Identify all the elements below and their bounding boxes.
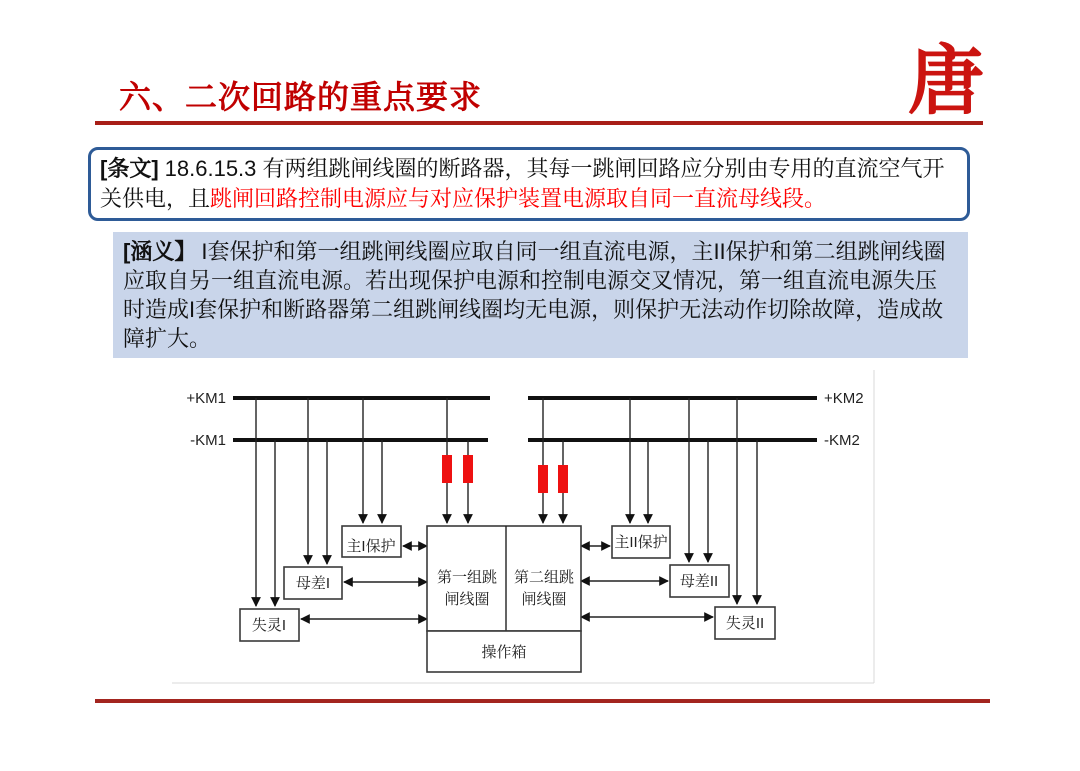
box-busbar-diff-1-label: 母差I bbox=[295, 575, 331, 592]
box-main-protection-2 bbox=[612, 526, 670, 558]
datang-logo-icon: 唐 bbox=[908, 39, 984, 124]
dc-air-switch-fuses bbox=[442, 455, 568, 493]
clause-text-black: 18.6.15.3 有两组跳闸线圈的断路器，其每一跳闸回路应分别由专用的直流空气开关供电，且 bbox=[100, 156, 945, 211]
box-main-protection-2-label: 主II保护 bbox=[614, 534, 668, 551]
bus-label-pos-km2: +KM2 bbox=[824, 390, 864, 407]
trip-coil-1-label-line2: 闸线圈 bbox=[444, 591, 490, 608]
meaning-tag: [涵义】 bbox=[123, 239, 197, 264]
box-trip-coils bbox=[427, 526, 581, 631]
bus-label-neg-km2: -KM2 bbox=[824, 432, 860, 449]
clause-text-red: 跳闸回路控制电源应与对应保护装置电源取自同一直流母线段。 bbox=[210, 186, 827, 211]
box-main-protection-1 bbox=[342, 526, 401, 557]
trip-coil-1-label-line1: 第一组跳 bbox=[436, 569, 498, 586]
diagram-svg bbox=[170, 370, 880, 685]
dc-bus-lines bbox=[233, 398, 817, 440]
box-busbar-diff-2-label: 母差II bbox=[679, 573, 719, 590]
box-breaker-failure-2-label: 失灵II bbox=[725, 615, 765, 632]
clause-tag: [条文] bbox=[100, 156, 159, 181]
box-busbar-diff-1 bbox=[284, 567, 342, 599]
clause-box bbox=[88, 147, 970, 221]
box-breaker-failure-1-label: 失灵I bbox=[251, 617, 287, 634]
trip-coil-2-label-line1: 第二组跳 bbox=[513, 569, 575, 586]
meaning-text: I套保护和第一组跳闸线圈应取自同一组直流电源，主II保护和第二组跳闸线圈应取自另一组直流电源。若出现保护电源和控制电源交叉情况，第一组直流电源失压时造成I套保护和断路器第二组跳闸线圈均无电源，则保护无法动作切除故障，造成故障扩大。 bbox=[123, 239, 946, 351]
bus-label-neg-km1: -KM1 bbox=[190, 432, 226, 449]
box-operation bbox=[427, 631, 581, 672]
bus-label-pos-km1: +KM1 bbox=[186, 390, 226, 407]
box-main-protection-1-label: 主I保护 bbox=[346, 538, 396, 555]
box-busbar-diff-2 bbox=[670, 565, 729, 597]
trip-coil-2-label-line2: 闸线圈 bbox=[521, 591, 567, 608]
box-operation-label: 操作箱 bbox=[481, 644, 527, 661]
dc-circuit-diagram bbox=[170, 370, 880, 685]
bottom-divider bbox=[95, 699, 990, 703]
box-breaker-failure-2 bbox=[715, 607, 775, 639]
title-underline bbox=[95, 121, 983, 125]
box-breaker-failure-1 bbox=[240, 609, 299, 641]
meaning-box bbox=[113, 232, 968, 358]
page-title: 六、二次回路的重点要求 bbox=[119, 79, 483, 115]
